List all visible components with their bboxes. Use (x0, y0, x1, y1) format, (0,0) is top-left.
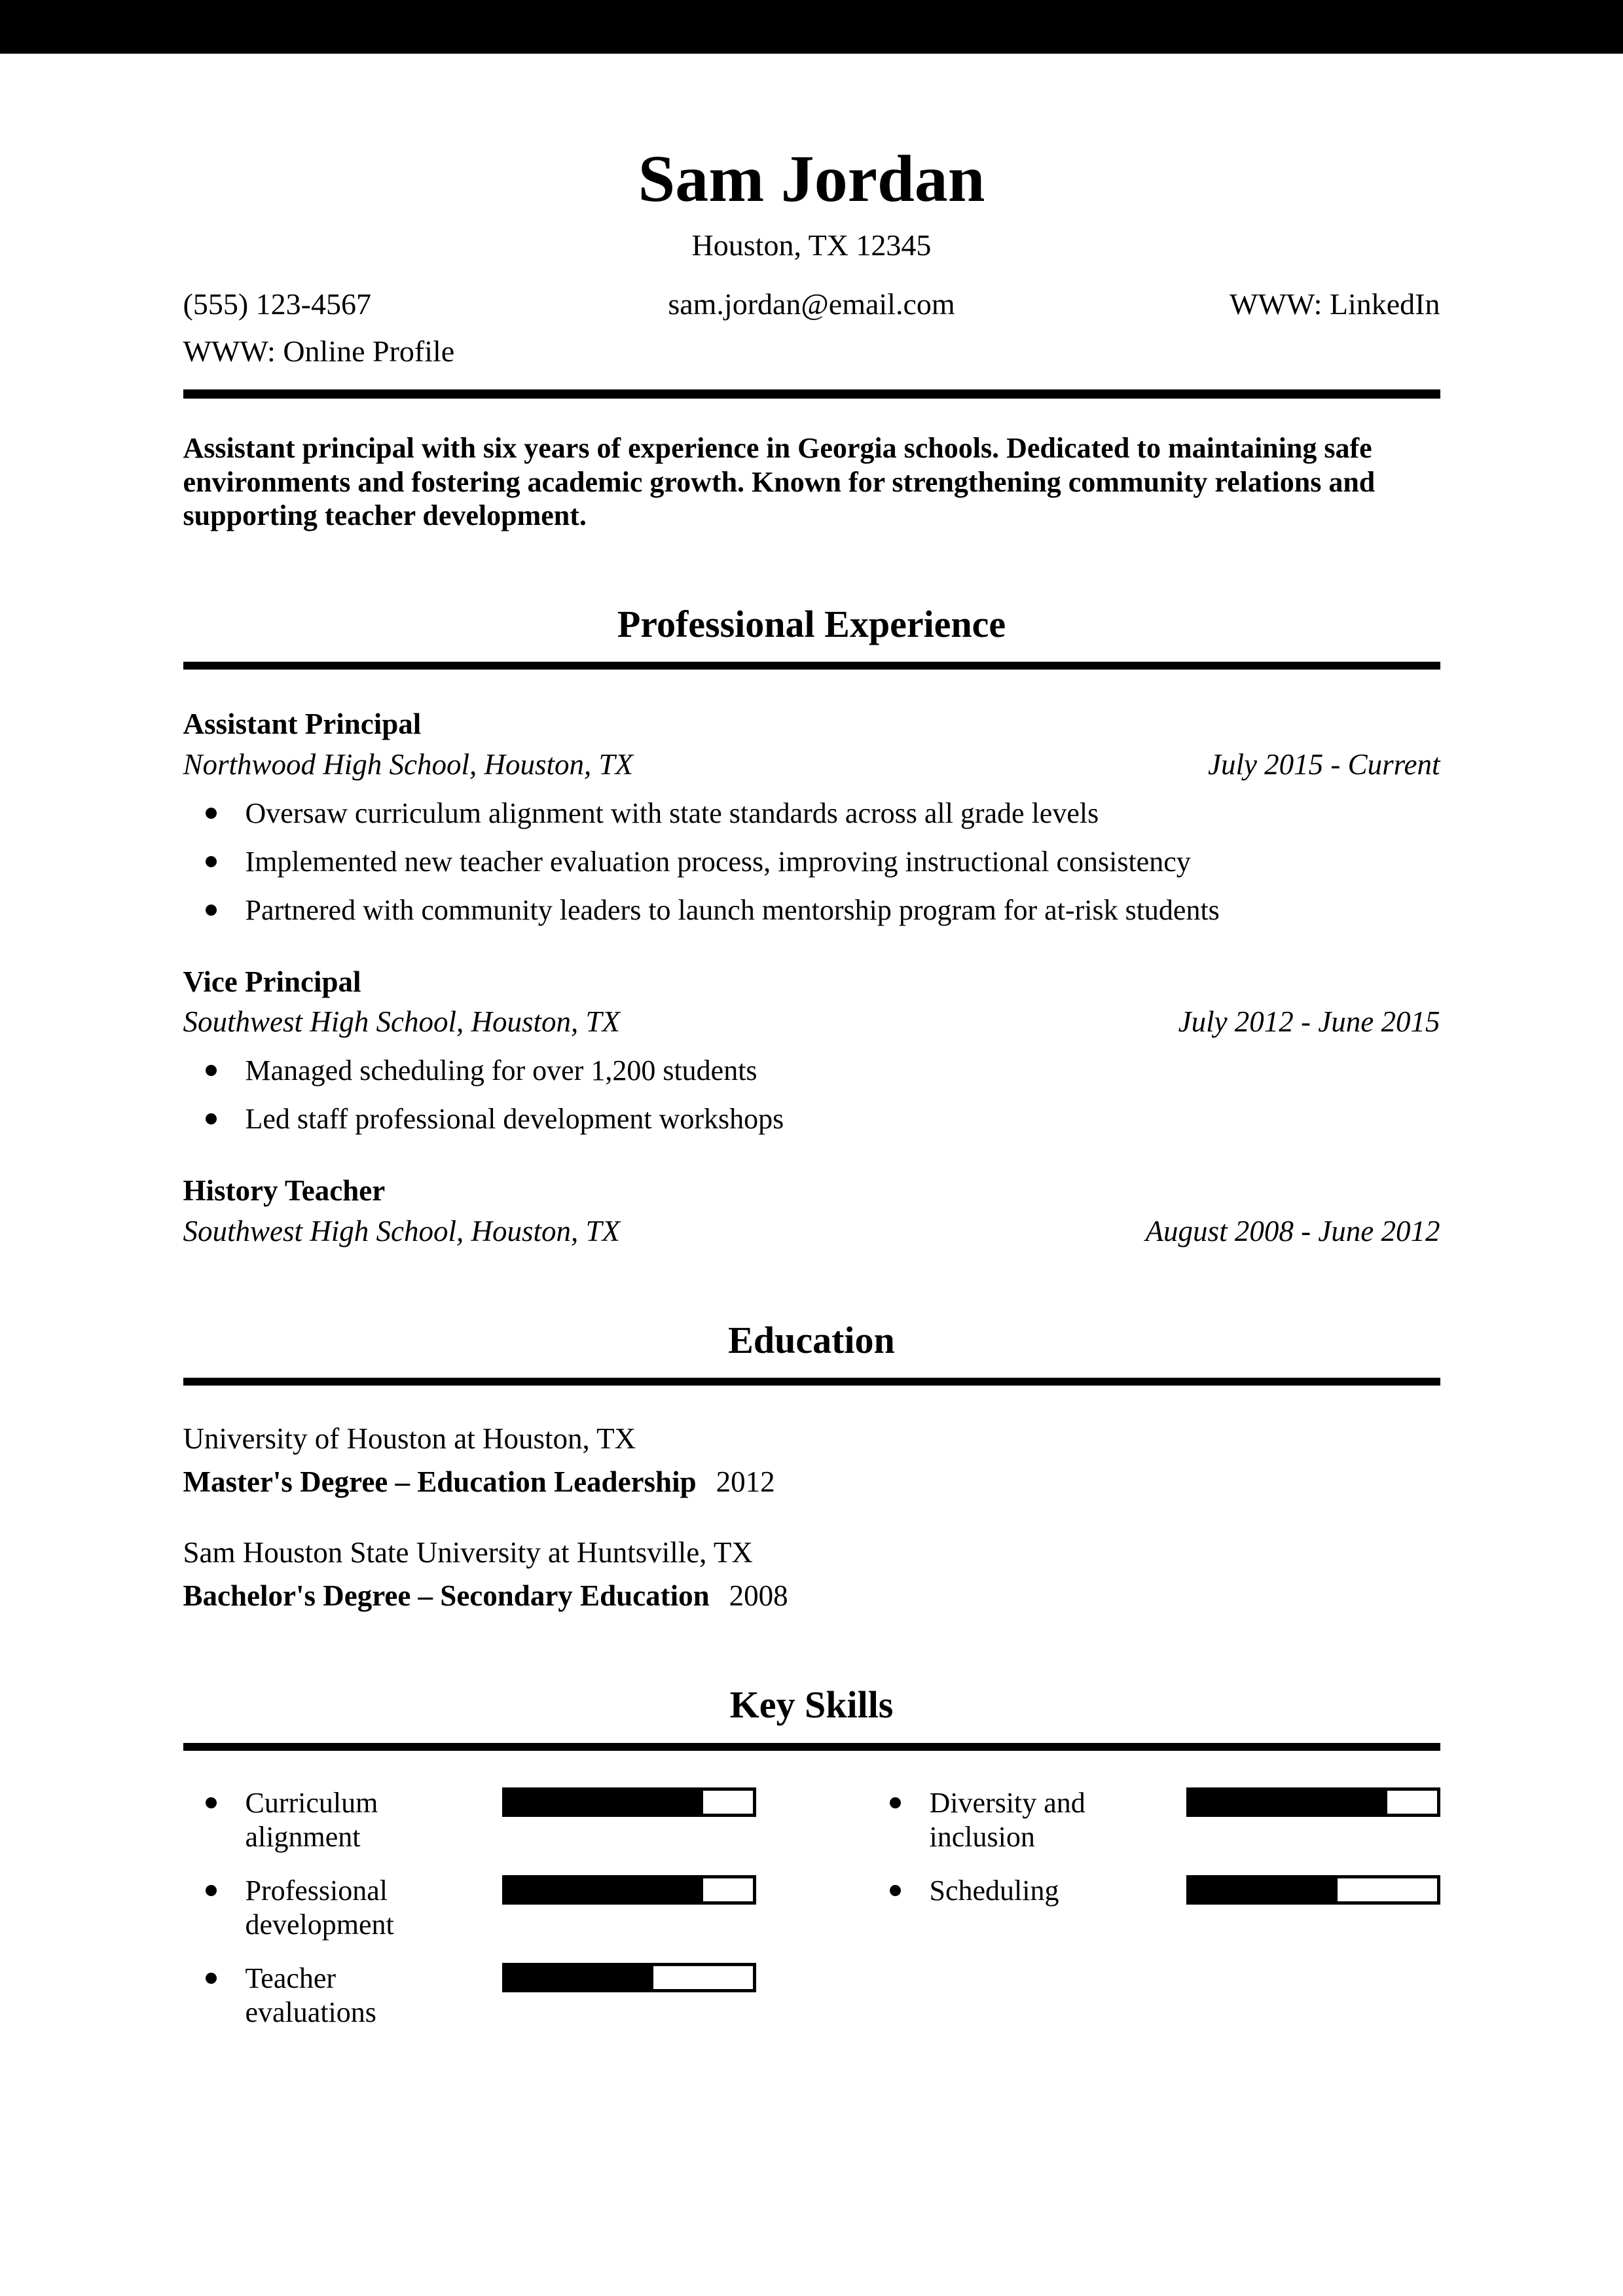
education-school: University of Houston at Houston, TX (183, 1422, 636, 1456)
job-dates: July 2015 - Current (1207, 748, 1440, 781)
bullet-icon (206, 1973, 217, 1984)
education-year: 2008 (729, 1579, 788, 1613)
skill-label: Teacher evaluations (245, 1962, 376, 2028)
section-rule-experience (183, 662, 1440, 670)
skills-column-right (867, 1767, 1440, 2029)
person-location: Houston, TX 12345 (691, 228, 932, 262)
skill-label: Professional development (245, 1874, 394, 1941)
skill-bar (502, 1875, 756, 1905)
job-company: Northwood High School, Houston, TX (183, 748, 634, 781)
skill-label: Scheduling (929, 1874, 1059, 1907)
job-entry (183, 965, 1440, 1136)
skill-item (183, 1874, 756, 1942)
job-bullet-text: Oversaw curriculum alignment with state standards across all grade levels (245, 797, 1099, 829)
skill-bar (1186, 1875, 1440, 1905)
job-entry (183, 708, 1440, 927)
job-bullet (183, 893, 1440, 927)
job-entry (183, 1174, 1440, 1249)
job-title: Assistant Principal (183, 708, 422, 741)
skill-bar (502, 1787, 756, 1817)
job-bullet-list (183, 797, 1440, 927)
email-address: sam.jordan@email.com (668, 287, 955, 321)
job-bullet (183, 797, 1440, 831)
bullet-icon (206, 1885, 217, 1896)
bullet-icon (206, 1113, 217, 1124)
bullet-icon (206, 808, 217, 819)
job-meta-row (183, 1005, 1440, 1039)
linkedin-link: WWW: LinkedIn (1230, 287, 1440, 321)
job-title: History Teacher (183, 1174, 386, 1208)
skill-label: Curriculum alignment (245, 1787, 378, 1854)
contact-divider-rule (183, 389, 1440, 399)
education-entry (183, 1535, 1440, 1613)
education-degree-text: Bachelor's Degree – Secondary Education (183, 1579, 710, 1613)
education-entry (183, 1421, 1440, 1499)
job-company: Southwest High School, Houston, TX (183, 1005, 621, 1039)
top-black-band (0, 0, 1623, 54)
section-title-experience: Professional Experience (617, 602, 1006, 645)
skill-item (867, 1874, 1440, 1908)
job-bullet (183, 1054, 1440, 1088)
job-meta-row (183, 748, 1440, 782)
skill-bar-fill (1190, 1878, 1338, 1901)
summary-paragraph: Assistant principal with six years of experience in Georgia schools. Dedicated to maintaining safe environments and fostering academic growth. Known for strengthening community relations and supporting teacher development. (183, 432, 1376, 532)
education-degree-text: Master's Degree – Education Leadership (183, 1465, 697, 1499)
skill-bar-fill (1190, 1791, 1387, 1814)
education-year: 2012 (716, 1465, 775, 1499)
skill-label: Diversity and inclusion (929, 1787, 1085, 1854)
education-degree (183, 1578, 1440, 1613)
job-bullet (183, 1102, 1440, 1136)
job-dates: August 2008 - June 2012 (1145, 1214, 1440, 1247)
job-bullet-text: Implemented new teacher evaluation process, improving instructional consistency (245, 845, 1191, 878)
section-rule-education (183, 1378, 1440, 1386)
bullet-icon (890, 1885, 901, 1896)
skill-bar (502, 1963, 756, 1992)
job-company: Southwest High School, Houston, TX (183, 1214, 621, 1247)
bullet-icon (206, 1065, 217, 1076)
skills-grid (183, 1767, 1440, 2029)
contact-row (183, 285, 1440, 370)
section-title-education: Education (728, 1318, 895, 1361)
job-title: Vice Principal (183, 965, 361, 998)
person-name: Sam Jordan (638, 142, 985, 216)
job-bullet-text: Managed scheduling for over 1,200 students (245, 1054, 757, 1087)
skills-column-left (183, 1767, 756, 2029)
skill-bar-fill (505, 1791, 703, 1814)
skill-bar-fill (505, 1966, 654, 1989)
job-meta-row (183, 1215, 1440, 1249)
skill-bar-fill (505, 1878, 703, 1901)
skill-item (183, 1962, 756, 2030)
section-rule-skills (183, 1743, 1440, 1751)
section-title-skills: Key Skills (729, 1683, 894, 1727)
skill-bar (1186, 1787, 1440, 1817)
online-profile-link: WWW: Online Profile (183, 334, 455, 368)
skill-item (183, 1786, 756, 1854)
resume-content (183, 144, 1440, 2030)
job-bullet-list (183, 1054, 1440, 1136)
bullet-icon (206, 1797, 217, 1808)
job-bullet-text: Led staff professional development workshops (245, 1103, 784, 1136)
phone-number: (555) 123-4567 (183, 287, 371, 321)
education-degree (183, 1464, 1440, 1499)
bullet-icon (206, 905, 217, 916)
job-bullet (183, 845, 1440, 879)
bullet-icon (890, 1797, 901, 1808)
bullet-icon (206, 856, 217, 867)
education-school: Sam Houston State University at Huntsville, TX (183, 1536, 753, 1570)
skill-item (867, 1786, 1440, 1854)
job-bullet-text: Partnered with community leaders to launch mentorship program for at-risk students (245, 893, 1220, 926)
job-dates: July 2012 - June 2015 (1178, 1005, 1440, 1039)
